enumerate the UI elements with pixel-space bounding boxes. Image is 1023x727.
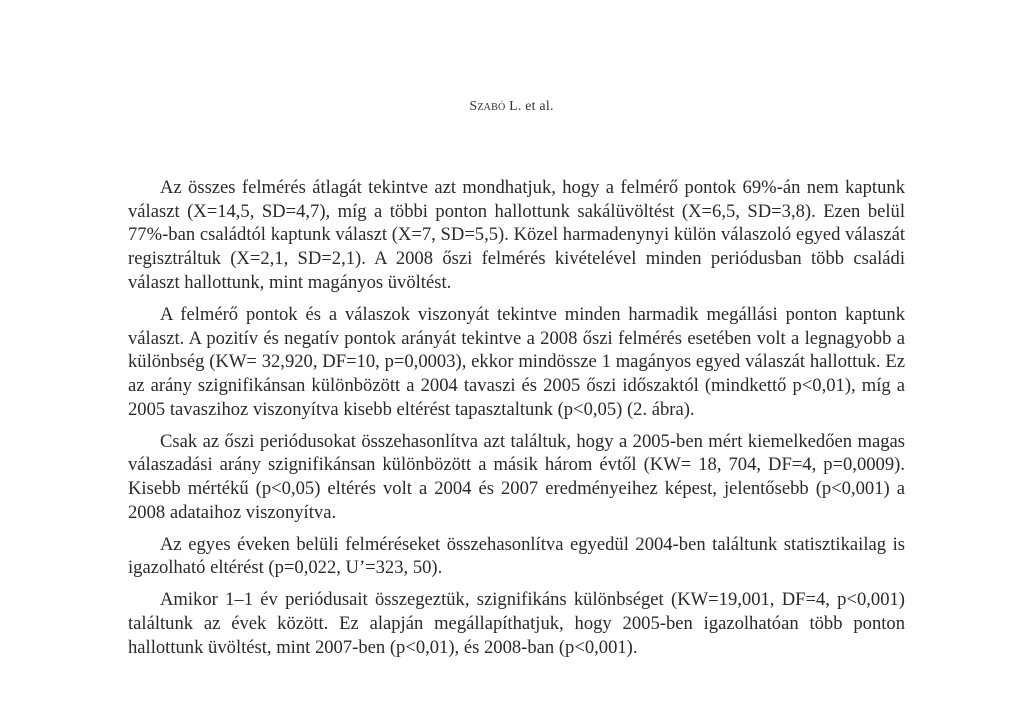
- paragraph-4: Az egyes éveken belüli felméréseket összehasonlítva egyedül 2004-ben találtunk statisztikailag is igazolható eltérést (p=0,022, U’=323, 50).: [128, 533, 905, 579]
- paragraph-5: Amikor 1–1 év periódusait összegeztük, szignifikáns különbséget (KW=19,001, DF=4, p<0,001) találtunk az évek között. Ez alapján megállapíthatjuk, hogy 2005-ben igazolhatóan több ponton hallottunk üvöltést, mint 2007-ben (p<0,01), és 2008-ban (p<0,001).: [128, 589, 905, 658]
- body-text: [128, 176, 905, 660]
- header-author: Szabó L.: [469, 99, 522, 114]
- paragraph-1: Az összes felmérés átlagát tekintve azt mondhatjuk, hogy a felmérő pontok 69%-án nem kaptunk választ (X=14,5, SD=4,7), míg a többi ponton hallottunk sakálüvöltést (X=6,5, SD=3,8). Ezen belül 77%-ban családtól kaptunk választ (X=7, SD=5,5). Közel harmadenynyi külön válaszoló egyed válaszát regisztráltuk (X=2,1, SD=2,1). A 2008 őszi felmérés kivételével minden periódusban több családi választ hallottunk, mint magányos üvöltést.: [128, 177, 905, 293]
- header-etal: et al.: [521, 99, 554, 114]
- running-header: [0, 99, 1023, 115]
- paragraph-3: Csak az őszi periódusokat összehasonlítva azt találtuk, hogy a 2005-ben mért kiemelkedően magas válaszadási arány szignifikánsan különbözött a másik három évtől (KW= 18, 704, DF=4, p=0,0009). Kisebb mértékű (p<0,05) eltérés volt a 2004 és 2007 eredményeihez képest, jelentősebb (p<0,001) a 2008 adataihoz viszonyítva.: [128, 430, 905, 523]
- paragraph-2: A felmérő pontok és a válaszok viszonyát tekintve minden harmadik megállási ponton kaptunk választ. A pozitív és negatív pontok arányát tekintve a 2008 őszi felmérés esetében volt a legnagyobb a különbség (KW= 32,920, DF=10, p=0,0003), ekkor mindössze 1 magányos egyed válaszát hallottuk. Ez az arány szignifikánsan különbözött a 2004 tavaszi és 2005 őszi időszaktól (mindkettő p<0,01), míg a 2005 tavaszihoz viszonyítva kisebb eltérést tapasztaltunk (p<0,05) (2. ábra).: [128, 303, 905, 420]
